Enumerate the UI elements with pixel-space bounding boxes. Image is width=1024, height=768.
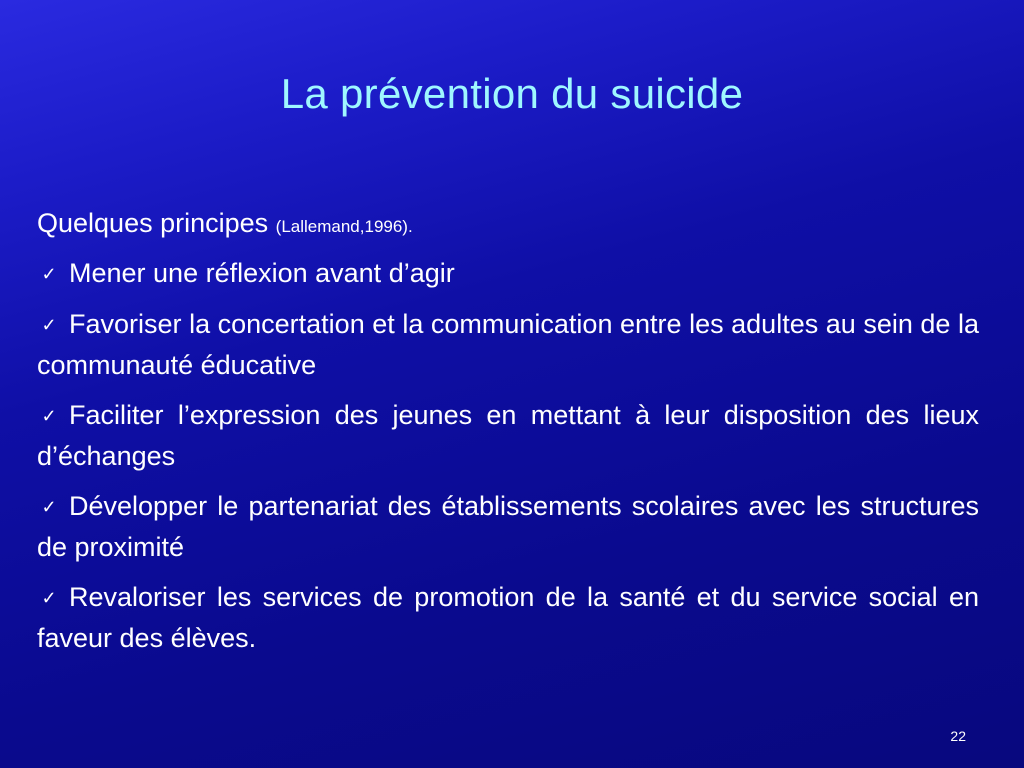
bullet-text: Faciliter l’expression des jeunes en mettant à leur disposition des lieux d’échanges: [37, 400, 979, 471]
bullet-item: [37, 577, 979, 658]
bullet-item: [37, 486, 979, 567]
slide-title: La prévention du suicide: [280, 70, 744, 117]
intro-line: [37, 203, 979, 247]
check-icon: ✓: [41, 264, 57, 284]
check-icon: ✓: [41, 315, 57, 335]
page-number: 22: [950, 728, 966, 744]
check-icon: ✓: [41, 406, 57, 426]
bullet-text: Favoriser la concertation et la communication entre les adultes au sein de la communauté éducative: [37, 309, 979, 380]
bullet-item: [37, 253, 979, 294]
intro-text: Quelques principes: [37, 208, 269, 238]
bullet-item: [37, 395, 979, 476]
bullet-text: Mener une réflexion avant d’agir: [69, 258, 455, 288]
bullet-text: Revaloriser les services de promotion de la santé et du service social en faveur des élèves.: [37, 582, 979, 653]
citation: (Lallemand,1996).: [275, 217, 413, 236]
bullet-text: Développer le partenariat des établissements scolaires avec les structures de proximité: [37, 491, 979, 562]
slide-content: [37, 203, 979, 668]
check-icon: ✓: [41, 497, 57, 517]
bullet-item: [37, 304, 979, 385]
check-icon: ✓: [41, 588, 57, 608]
